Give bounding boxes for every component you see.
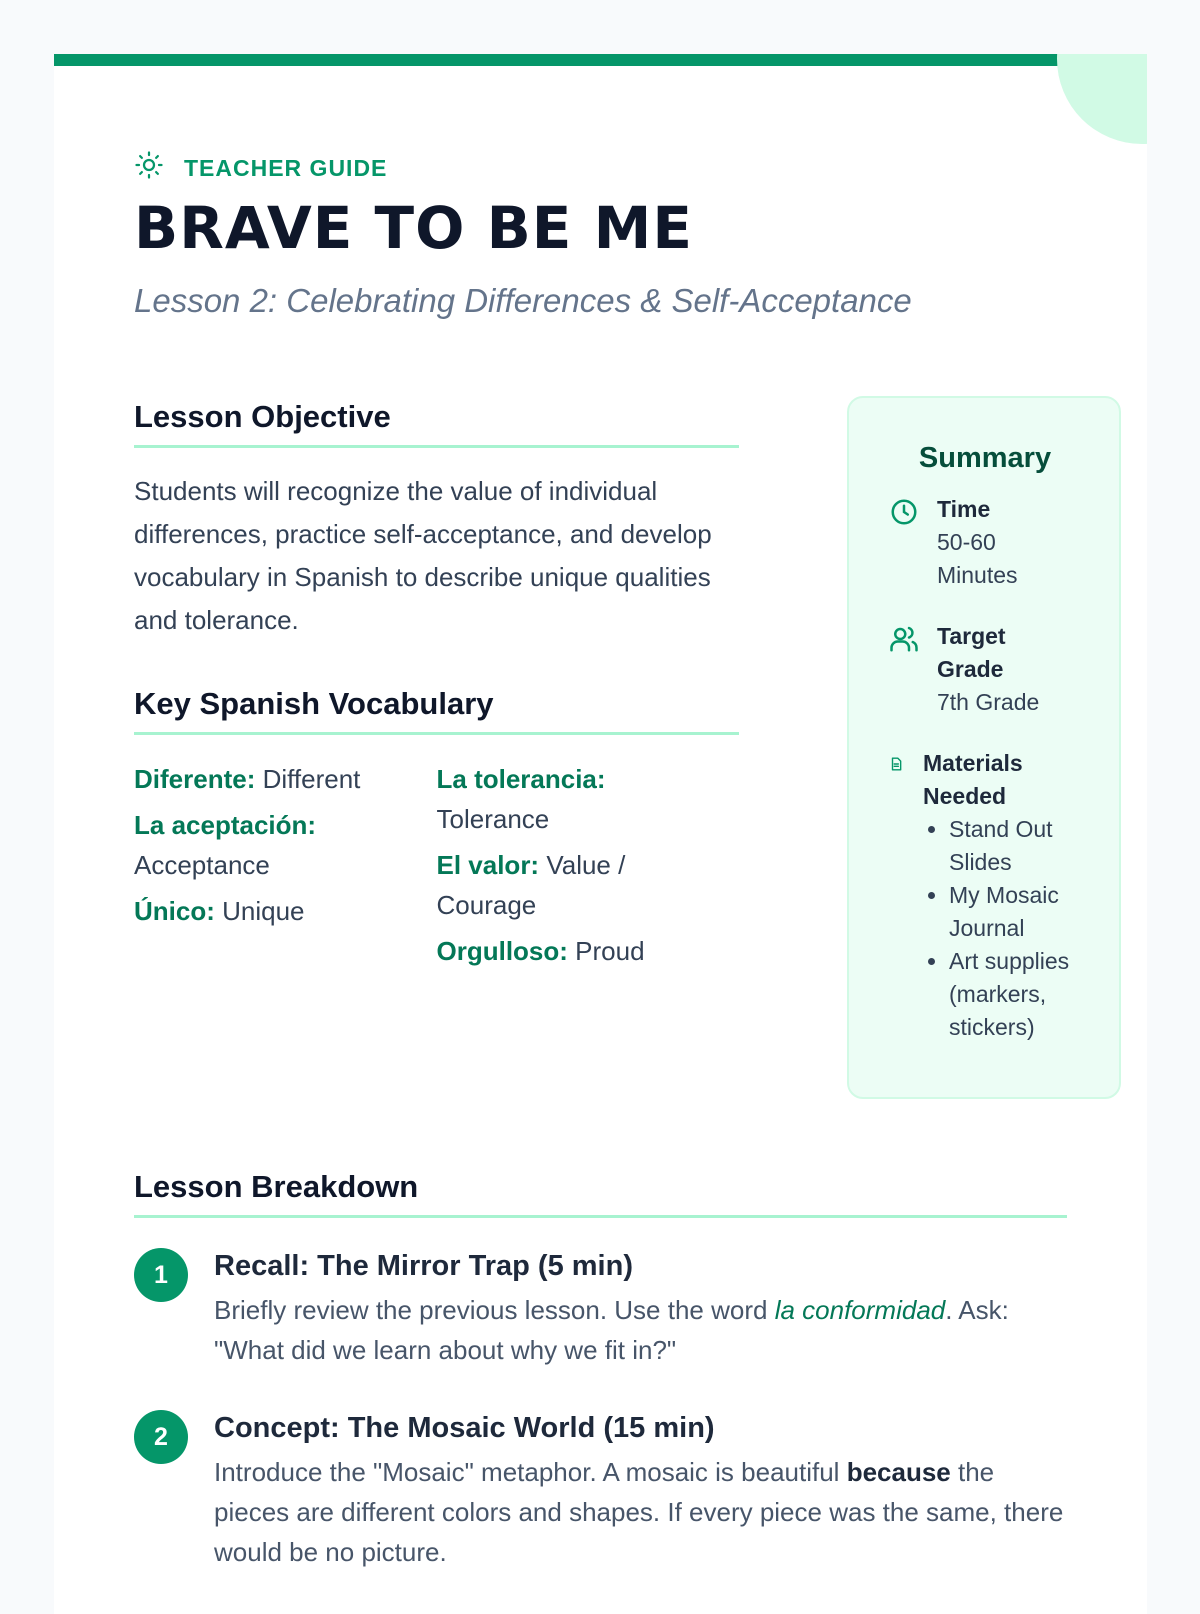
breakdown-step xyxy=(134,1408,1067,1572)
step-number-badge: 2 xyxy=(134,1410,188,1464)
time-label: Time xyxy=(937,496,991,522)
vocab-item xyxy=(134,805,437,885)
summary-materials-text xyxy=(923,747,1079,1044)
vocab-term: Diferente: xyxy=(134,764,256,794)
eyebrow xyxy=(134,150,387,186)
step-title: Concept: The Mosaic World (15 min) xyxy=(214,1412,715,1444)
lesson-breakdown xyxy=(134,1169,1067,1572)
summary-card xyxy=(847,396,1121,1099)
clock-icon xyxy=(889,493,919,592)
corner-decoration xyxy=(1057,54,1147,144)
vocab-item xyxy=(437,759,740,839)
top-accent-bar xyxy=(54,54,1147,66)
grade-value: 7th Grade xyxy=(937,689,1040,715)
vocab-term: El valor: xyxy=(436,850,540,880)
step-content xyxy=(214,1408,1067,1572)
step-body xyxy=(214,1290,1067,1370)
left-column xyxy=(134,399,739,977)
vocabulary-column-right xyxy=(437,759,740,977)
vocabulary-grid xyxy=(134,759,739,977)
vocab-item xyxy=(134,759,437,799)
step-title: Recall: The Mirror Trap (5 min) xyxy=(214,1250,633,1282)
summary-grade xyxy=(889,620,1097,719)
vocab-term: Único: xyxy=(134,896,215,926)
vocab-meaning: Tolerance xyxy=(436,804,550,834)
step-content xyxy=(214,1246,1067,1370)
vocab-item xyxy=(437,845,652,925)
step-number-badge: 1 xyxy=(134,1248,188,1302)
summary-time xyxy=(889,493,1097,592)
step-text: Introduce the "Mosaic" metaphor. A mosaic is beautiful xyxy=(214,1457,847,1487)
materials-item: • Stand Out Slides xyxy=(949,813,1059,879)
objective-heading: Lesson Objective xyxy=(134,399,739,448)
objective-text: Students will recognize the value of individual differences, practice self-acceptance, and develop vocabulary in Spanish to describe unique qualities and tolerance. xyxy=(134,476,712,635)
document-icon xyxy=(889,747,919,1044)
vocab-term: La tolerancia: xyxy=(436,764,606,794)
step-text: the pieces are different colors and shapes. If every piece was the same, there would be no picture. xyxy=(214,1457,1064,1567)
page-title: BRAVE TO BE ME xyxy=(134,194,693,262)
vocab-meaning: Acceptance xyxy=(134,850,270,880)
breakdown-heading: Lesson Breakdown xyxy=(134,1169,1067,1218)
sun-icon xyxy=(134,150,164,186)
materials-label: Materials Needed xyxy=(923,750,1023,809)
guide-page xyxy=(54,54,1147,1614)
materials-list xyxy=(923,813,1079,1044)
vocab-item xyxy=(437,931,740,971)
summary-materials xyxy=(889,747,1097,1044)
step-text: . Ask: "What did we learn about why we fit in?" xyxy=(214,1295,1009,1365)
step-emphasis: la conformidad xyxy=(774,1295,946,1325)
step-strong: because xyxy=(846,1457,951,1487)
breakdown-step xyxy=(134,1246,1067,1370)
grade-label: Target Grade xyxy=(937,623,1006,682)
materials-item: • Art supplies (markers, stickers) xyxy=(949,945,1079,1044)
vocab-term: La aceptación: xyxy=(134,810,317,840)
eyebrow-label: TEACHER GUIDE xyxy=(184,154,388,181)
vocab-meaning: Unique xyxy=(222,896,305,926)
vocabulary-heading: Key Spanish Vocabulary xyxy=(134,686,739,735)
vocab-meaning: Value / Courage xyxy=(436,850,626,920)
users-icon xyxy=(889,620,919,719)
vocab-meaning: Proud xyxy=(575,936,645,966)
summary-grade-text xyxy=(937,620,1039,719)
step-body xyxy=(214,1452,1067,1572)
step-text: Briefly review the previous lesson. Use the word xyxy=(214,1295,775,1325)
time-value: 50-60 Minutes xyxy=(937,529,1018,588)
vocab-term: Orgulloso: xyxy=(436,936,568,966)
vocab-item xyxy=(134,891,437,931)
vocabulary-column-left xyxy=(134,759,437,977)
page-subtitle: Lesson 2: Celebrating Differences & Self-Acceptance xyxy=(134,282,912,319)
vocab-meaning: Different xyxy=(262,764,361,794)
materials-item: • My Mosaic Journal xyxy=(949,879,1079,945)
summary-time-text xyxy=(937,493,1037,592)
summary-title: Summary xyxy=(918,442,1052,474)
